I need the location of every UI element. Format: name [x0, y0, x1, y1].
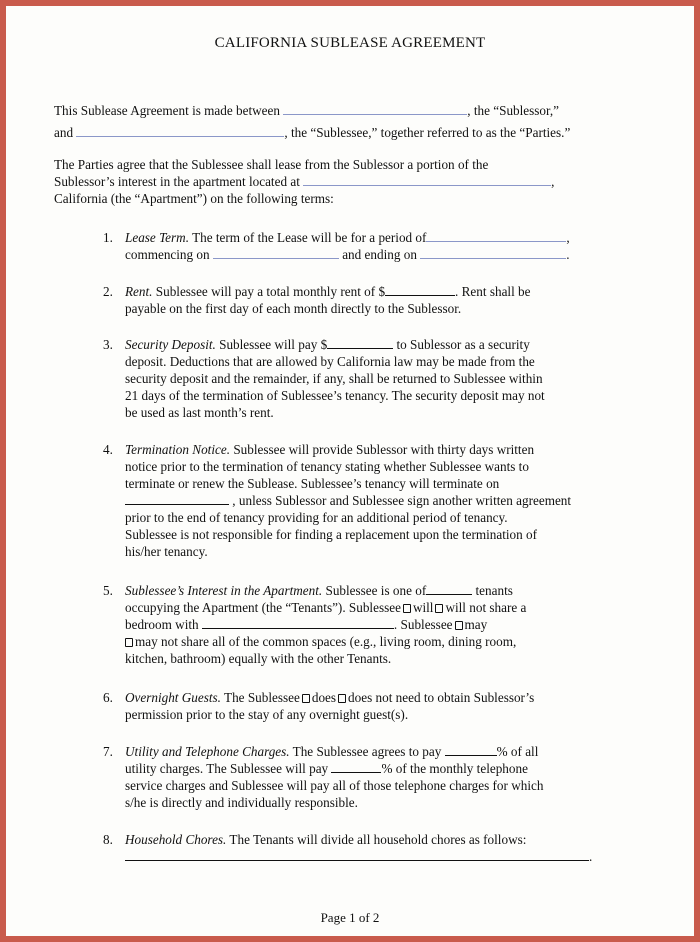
end-date-field[interactable]	[420, 246, 566, 259]
section-6-line-2: permission prior to the stay of any overnight guest(s).	[125, 707, 409, 722]
section-7-heading: Utility and Telephone Charges.	[125, 744, 290, 759]
start-date-field[interactable]	[213, 246, 339, 259]
section-8-line-1: Household Chores. The Tenants will divide all household chores as follows:	[125, 832, 527, 847]
section-5-line-1: Sublessee’s Interest in the Apartment. Sublessee is one of tenants	[125, 583, 513, 598]
section-8-line-2: .	[125, 848, 592, 865]
sublessor-name-field[interactable]	[283, 102, 467, 115]
section-4-line-7: his/her tenancy.	[125, 544, 208, 559]
does-not-need-permission-checkbox[interactable]	[338, 694, 346, 703]
section-4-line-1: Termination Notice. Sublessee will provide Sublessor with thirty days written	[125, 442, 535, 457]
section-1-number: 1.	[103, 230, 113, 245]
section-7-line-2: utility charges. The Sublessee will pay % of the monthly telephone	[125, 761, 528, 776]
section-5-heading: Sublessee’s Interest in the Apartment.	[125, 583, 323, 598]
section-5-number: 5.	[103, 583, 113, 598]
intro-line-2: and , the “Sublessee,” together referred to as the “Parties.”	[54, 125, 571, 140]
section-3-line-2: deposit. Deductions that are allowed by California law may be made from the	[125, 354, 535, 369]
section-6-line-1: Overnight Guests. The Sublessee does does not need to obtain Sublessor’s	[125, 690, 535, 705]
section-4-line-5: prior to the end of tenancy providing for an additional period of tenancy.	[125, 510, 508, 525]
parties-line-1: The Parties agree that the Sublessee shall lease from the Sublessor a portion of the	[54, 157, 489, 172]
section-5-line-3: bedroom with . Sublessee may	[125, 617, 488, 632]
does-need-permission-checkbox[interactable]	[302, 694, 310, 703]
section-2-line-1: Rent. Sublessee will pay a total monthly rent of $ . Rent shall be	[125, 284, 531, 299]
section-4-line-2: notice prior to the termination of tenancy stating whether Sublessee wants to	[125, 459, 529, 474]
apartment-address-field[interactable]	[303, 173, 551, 186]
parties-line-3: California (the “Apartment”) on the following terms:	[54, 191, 334, 206]
section-1-line-1: Lease Term. The term of the Lease will be for a period of ,	[125, 230, 570, 245]
section-2-heading: Rent.	[125, 284, 153, 299]
will-not-share-bedroom-checkbox[interactable]	[435, 604, 443, 613]
section-3-line-4: 21 days of the termination of Sublessee’s tenancy. The security deposit may not	[125, 388, 545, 403]
section-1-line-2: commencing on and ending on .	[125, 247, 570, 262]
section-5-line-5: kitchen, bathroom) equally with the other Tenants.	[125, 651, 392, 666]
may-not-share-common-checkbox[interactable]	[125, 638, 133, 647]
section-7-line-3: service charges and Sublessee will pay all of those telephone charges for which	[125, 778, 544, 793]
section-2-line-2: payable on the first day of each month directly to the Sublessor.	[125, 301, 462, 316]
section-6-heading: Overnight Guests.	[125, 690, 221, 705]
page-number: Page 1 of 2	[320, 910, 380, 925]
may-share-common-checkbox[interactable]	[455, 621, 463, 630]
section-2-number: 2.	[103, 284, 113, 299]
document-title: CALIFORNIA SUBLEASE AGREEMENT	[214, 35, 486, 51]
section-3-heading: Security Deposit.	[125, 337, 216, 352]
lease-period-field[interactable]	[426, 229, 566, 242]
household-chores-field[interactable]	[125, 848, 589, 861]
section-8-heading: Household Chores.	[125, 832, 227, 847]
section-4-line-3: terminate or renew the Sublease. Sublessee’s tenancy will terminate on	[125, 476, 500, 491]
bedroom-share-name-field[interactable]	[202, 616, 394, 629]
section-6-number: 6.	[103, 690, 113, 705]
will-share-bedroom-checkbox[interactable]	[403, 604, 411, 613]
utility-percent-field[interactable]	[445, 743, 497, 756]
termination-date-field[interactable]	[125, 492, 229, 505]
section-1-heading: Lease Term.	[125, 230, 189, 245]
sublessee-name-field[interactable]	[76, 124, 284, 137]
section-7-line-4: s/he is directly and individually responsible.	[125, 795, 358, 810]
intro-line-1: This Sublease Agreement is made between , the “Sublessor,”	[54, 103, 560, 118]
section-4-line-6: Sublessee is not responsible for finding a replacement upon the termination of	[125, 527, 538, 542]
monthly-rent-field[interactable]	[385, 283, 455, 296]
section-8-number: 8.	[103, 832, 113, 847]
section-4-line-4: , unless Sublessor and Sublessee sign another written agreement	[125, 492, 571, 509]
section-4-heading: Termination Notice.	[125, 442, 231, 457]
security-deposit-field[interactable]	[327, 336, 393, 349]
section-7-number: 7.	[103, 744, 113, 759]
section-5-line-4: may not share all of the common spaces (e.g., living room, dining room,	[125, 633, 516, 650]
section-3-number: 3.	[103, 337, 113, 352]
document-page	[6, 6, 694, 936]
parties-line-2: Sublessor’s interest in the apartment located at ,	[54, 174, 555, 189]
section-5-line-2: occupying the Apartment (the “Tenants”). Sublessee will will not share a	[125, 600, 527, 615]
section-3-line-5: be used as last month’s rent.	[125, 405, 274, 420]
section-7-line-1: Utility and Telephone Charges. The Sublessee agrees to pay % of all	[125, 744, 539, 759]
section-3-line-3: security deposit and the remainder, if any, shall be returned to Sublessee within	[125, 371, 543, 386]
telephone-percent-field[interactable]	[331, 760, 381, 773]
tenant-count-field[interactable]	[426, 582, 472, 595]
section-3-line-1: Security Deposit. Sublessee will pay $ to Sublessor as a security	[125, 337, 530, 352]
section-4-number: 4.	[103, 442, 113, 457]
